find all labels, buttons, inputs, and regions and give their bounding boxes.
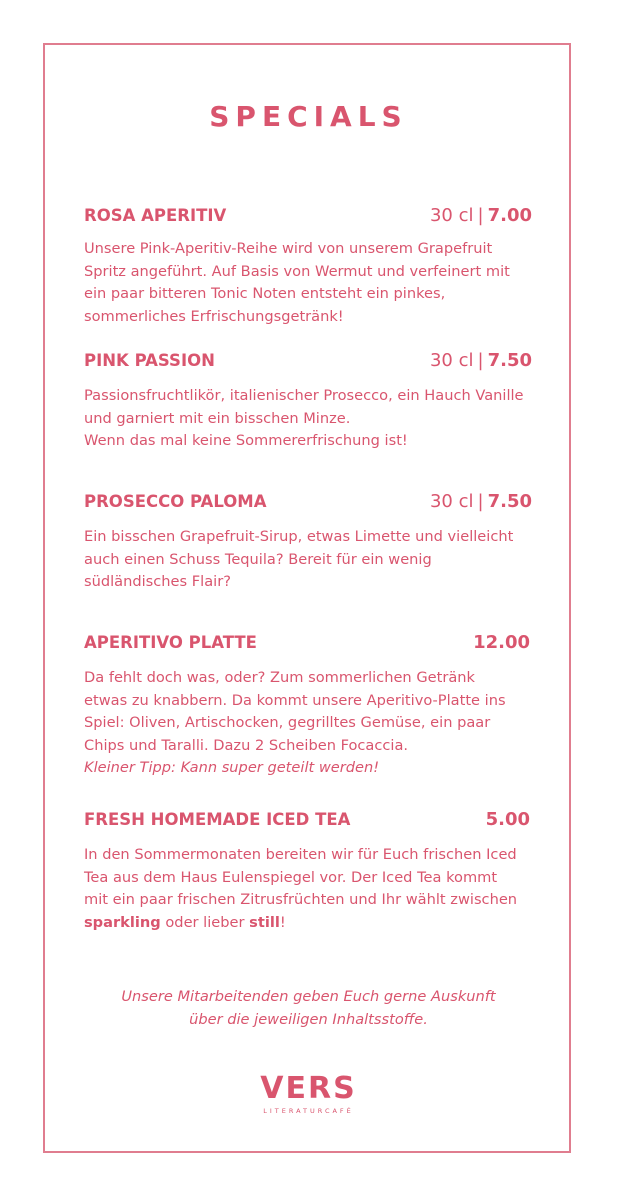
item-name: FRESH HOMEMADE ICED TEA xyxy=(84,810,351,829)
description-line: und garniert mit ein bisschen Minze. xyxy=(84,409,351,427)
item-volume: 30 cl xyxy=(429,205,474,226)
description-line: Chips und Taralli. Dazu 2 Scheiben Focaccia. xyxy=(84,736,409,754)
description-line: etwas zu knabbern. Da kommt unsere Aperitivo-Platte ins xyxy=(84,691,506,709)
item-description xyxy=(84,667,530,780)
item-description xyxy=(84,238,532,328)
description-line: auch einen Schuss Tequila? Bereit für ein wenig xyxy=(84,550,432,568)
menu-item-rosa-aperitiv xyxy=(84,205,532,328)
item-price-amount: 12.00 xyxy=(473,632,530,653)
description-line: mit ein paar frischen Zitrusfrüchten und Ihr wählt zwischen xyxy=(84,891,518,908)
price-separator: | xyxy=(477,350,484,371)
description-line: Unsere Pink-Aperitiv-Reihe wird von unserem Grapefruit xyxy=(84,240,493,257)
item-volume: 30 cl xyxy=(429,350,474,371)
item-volume: 30 cl xyxy=(429,491,474,512)
description-line: Wenn das mal keine Sommererfrischung ist! xyxy=(84,432,408,449)
allergen-note xyxy=(0,985,617,1031)
item-price xyxy=(430,350,532,371)
tip-text: Kleiner Tipp: Kann super geteilt werden! xyxy=(84,759,380,776)
description-line: südländisches Flair? xyxy=(84,573,231,590)
item-price xyxy=(486,809,530,830)
menu-item-pink-passion xyxy=(84,350,532,453)
description-line: Spiel: Oliven, Artischocken, gegrilltes Gemüse, ein paar xyxy=(84,714,491,731)
vers-logo xyxy=(0,1072,617,1115)
item-price-amount: 7.00 xyxy=(487,205,532,226)
item-price xyxy=(430,491,532,512)
option-connector: oder lieber xyxy=(160,913,250,931)
description-line: Passionsfruchtlikör, italienischer Prosecco, ein Hauch Vanille xyxy=(84,387,524,404)
description-line: Da fehlt doch was, oder? Zum sommerlichen Getränk xyxy=(84,669,475,686)
description-line: ein paar bitteren Tonic Noten entsteht ein pinkes, xyxy=(84,285,446,302)
item-name: PROSECCO PALOMA xyxy=(84,492,267,511)
menu-item-prosecco-paloma xyxy=(84,491,532,594)
description-line: In den Sommermonaten bereiten wir für Euch frischen Iced xyxy=(84,846,517,863)
description-line: Spritz angeführt. Auf Basis von Wermut und verfeinert mit xyxy=(84,262,510,280)
item-name: ROSA APERITIV xyxy=(84,206,227,225)
option-sparkling: sparkling xyxy=(84,913,161,931)
allergen-note-line: über die jeweiligen Inhaltsstoffe. xyxy=(189,1011,428,1028)
item-description xyxy=(84,385,532,453)
description-line-last xyxy=(84,912,530,935)
price-separator: | xyxy=(477,205,484,226)
item-price-amount: 7.50 xyxy=(487,350,532,371)
description-line: Ein bisschen Grapefruit-Sirup, etwas Limette und vielleicht xyxy=(84,528,514,545)
logo-wordmark: VERS xyxy=(260,1071,357,1106)
price-separator: | xyxy=(477,491,484,512)
allergen-note-line: Unsere Mitarbeitenden geben Euch gerne Auskunft xyxy=(121,988,496,1005)
menu-item-aperitivo-platte xyxy=(84,632,530,780)
exclamation: ! xyxy=(279,913,286,931)
description-line: sommerliches Erfrischungsgetränk! xyxy=(84,307,344,325)
item-description xyxy=(84,526,532,594)
item-price xyxy=(473,632,530,653)
item-price-amount: 5.00 xyxy=(485,809,530,830)
item-price xyxy=(430,205,532,226)
item-description xyxy=(84,844,530,934)
menu-title: SPECIALS xyxy=(209,100,408,133)
item-name: PINK PASSION xyxy=(84,351,215,370)
option-still: still xyxy=(249,913,280,931)
item-name: APERITIVO PLATTE xyxy=(84,633,257,652)
logo-subtitle: LITERATURCAFÉ xyxy=(263,1107,354,1115)
item-price-amount: 7.50 xyxy=(487,491,532,512)
menu-item-iced-tea xyxy=(84,809,530,934)
description-line: Tea aus dem Haus Eulenspiegel vor. Der Iced Tea kommt xyxy=(84,868,498,886)
